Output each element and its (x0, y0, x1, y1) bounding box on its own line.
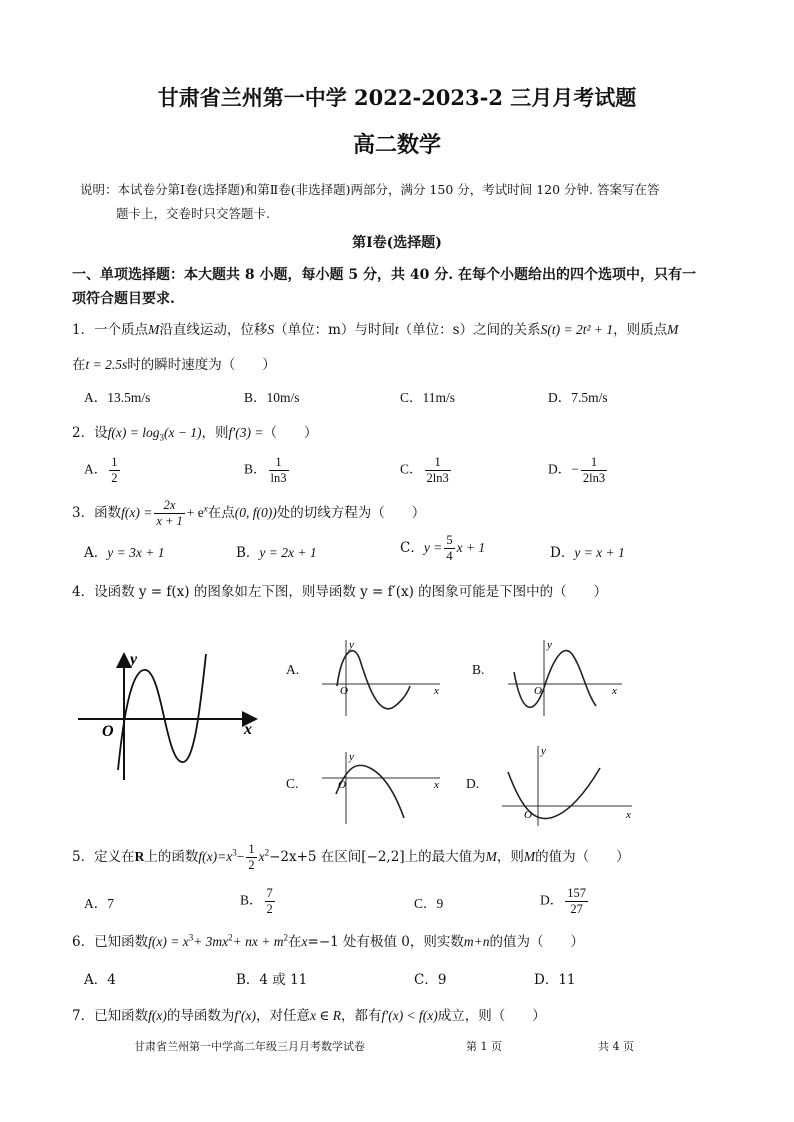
footer-title: 甘肃省兰州第一中学高二年级三月月考数学试卷 (134, 1040, 365, 1053)
graph-b (504, 636, 628, 718)
footer-page-total: 共 4 页 (598, 1040, 634, 1053)
svg-text:y: y (349, 751, 354, 763)
svg-text:y: y (349, 639, 354, 651)
q6-option-c[interactable]: C．9 (414, 972, 447, 988)
q1-option-c[interactable]: C．11m/s (400, 390, 456, 405)
q3-option-c[interactable]: C．y = $\frac{5}{4}$ x + 1 (400, 533, 486, 563)
note-line-2: 题卡上，交卷时只交答题卡. (116, 206, 270, 221)
svg-text:y: y (547, 639, 552, 651)
question-6: 6．已知函数$f(x) = x^3+ 3mx^2+$ nx + $m^2$在x=−1 处有极值 0，则实数m+n的值为（ ） (72, 932, 585, 950)
section-title: 第Ⅰ卷(选择题) (352, 235, 442, 251)
question-4: 4．设函数 y = f(x) 的图象如左下图，则导函数 y = f′(x) 的图象可能是下图中的（ ） (72, 584, 608, 600)
graph-d (498, 742, 640, 828)
q1-option-a[interactable]: A．13.5m/s (84, 390, 151, 405)
svg-text:y: y (541, 745, 546, 757)
svg-text:O: O (524, 809, 532, 821)
q5-option-c[interactable]: C．9 (414, 896, 444, 911)
curve-d (508, 768, 600, 819)
section-instructions (72, 263, 732, 311)
q5-option-b[interactable]: B． $\frac{7}{2}$ (240, 886, 273, 916)
curve-b (514, 651, 596, 708)
svg-text:x: x (612, 685, 617, 697)
q5-option-d[interactable]: D． $\frac{157}{27}$ (540, 886, 586, 916)
q1-option-d[interactable]: D．7.5m/s (548, 390, 608, 405)
q2-option-a[interactable]: A． $\frac{1}{2}$ (84, 455, 118, 485)
question-3: 3．函数f(x) = $\frac{2x}{x + 1}$ + $e^x$在点(0, f(0))处的切线方程为（ ） (72, 498, 426, 528)
q6-option-b[interactable]: B．4 或 11 (236, 972, 308, 988)
svg-text:x: x (434, 779, 439, 791)
page-title: 甘肃省兰州第一中学 2022-2023-2 三月月考试题 (157, 85, 637, 110)
q6-option-a[interactable]: A．4 (84, 972, 116, 988)
q3-option-b[interactable]: B．y = 2x + 1 (236, 545, 317, 561)
q6-option-d[interactable]: D．11 (534, 972, 576, 988)
svg-text:x: x (434, 685, 439, 697)
q4-option-d[interactable]: D. (466, 776, 480, 791)
svg-text:O: O (534, 685, 542, 697)
x-label: x (244, 721, 252, 738)
svg-text:O: O (338, 779, 346, 791)
q2-option-b[interactable]: B． $\frac{1}{\ln 3}$ (244, 455, 287, 485)
q4-option-a[interactable]: A. (286, 662, 300, 677)
q4-option-c[interactable]: C. (286, 776, 299, 791)
q3-option-d[interactable]: D．y = x + 1 (550, 545, 625, 561)
instr-line-1: 一、单项选择题：本大题共 8 小题，每小题 5 分，共 40 分. 在每个小题给出的四个选项中，只有一 (72, 267, 696, 283)
q2-option-d[interactable]: D．− $\frac{1}{2\ln 3}$ (548, 455, 606, 485)
q1-option-b[interactable]: B．10m/s (244, 390, 300, 405)
question-7: 7．已知函数f(x)的导函数为f′(x)，对任意x ∈ R，都有f′(x) < f(x)成立，则（ ） (72, 1008, 546, 1024)
origin-label: O (102, 723, 114, 740)
question-1-line-1: 1．一个质点M沿直线运动，位移S（单位：m）与时间t（单位：s）之间的关系S(t) = 2t² + 1，则质点M (72, 322, 679, 338)
f-curve (118, 654, 206, 770)
curve-a (337, 651, 410, 709)
question-5: 5．定义在R上的函数$f(x)=x^3-$ $\frac{1}{2}$ $x^2-2x+5$ 在区间[−2,2]上的最大值为M，则M的值为（ ） (72, 842, 630, 872)
note-line-1: 说明：本试卷分第Ⅰ卷(选择题)和第Ⅱ卷(非选择题)两部分，满分 150 分，考试时间 120 分钟. 答案写在答 (80, 182, 660, 197)
graph-c (318, 748, 446, 826)
question-2: 2．设$f(x) = \log_3(x - 1)$，则f′(3) =（ ） (72, 425, 318, 443)
exam-note (80, 178, 720, 226)
q4-option-b[interactable]: B. (472, 662, 485, 677)
q5-option-a[interactable]: A．7 (84, 896, 114, 911)
graph-f (74, 650, 264, 790)
svg-text:O: O (340, 685, 348, 697)
q1-formula: S(t) = 2t² + 1 (540, 322, 614, 337)
svg-text:x: x (626, 809, 631, 821)
q2-option-c[interactable]: C． $\frac{1}{2\ln 3}$ (400, 455, 449, 485)
graph-a (318, 636, 446, 718)
y-label: y (130, 651, 138, 668)
instr-line-2: 项符合题目要求. (72, 291, 175, 307)
footer-page-number: 第 1 页 (466, 1040, 502, 1053)
page-subtitle: 高二数学 (352, 132, 441, 158)
question-1-line-2: 在t = 2.5s时的瞬时速度为（ ） (72, 357, 276, 373)
q3-option-a[interactable]: A．y = 3x + 1 (84, 545, 165, 561)
